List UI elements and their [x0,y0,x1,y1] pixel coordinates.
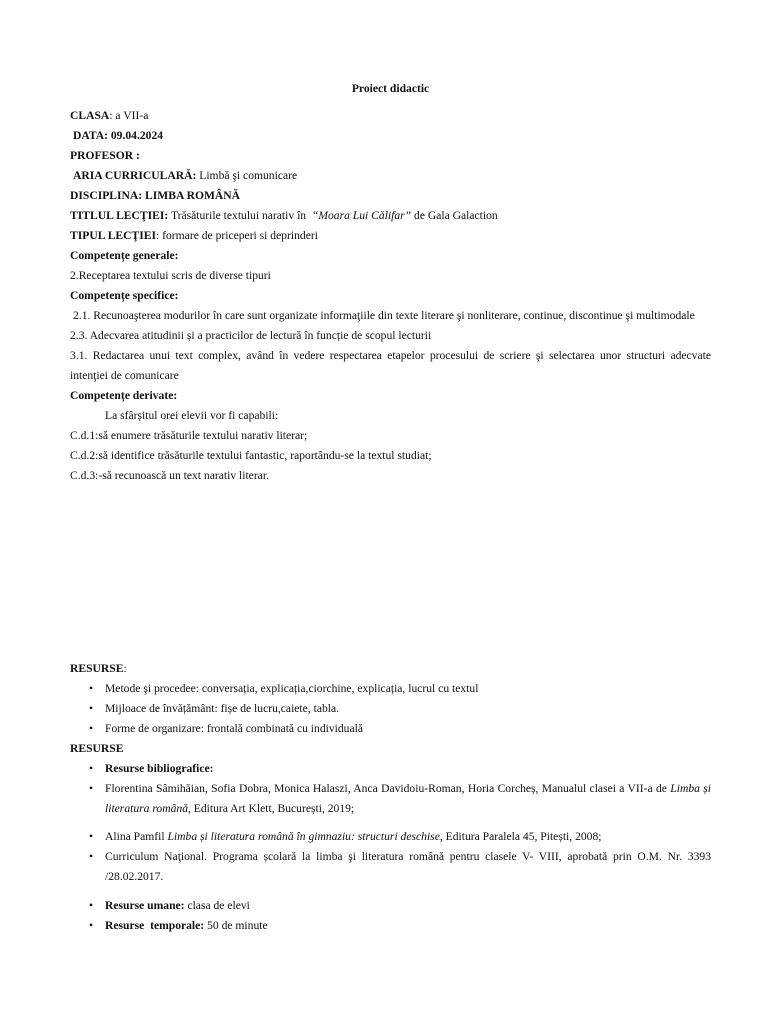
bibliography-item [70,847,711,887]
titlul-lectiei-author: de Gala Galaction [411,209,498,222]
resurse-heading-2: RESURSE [70,742,124,755]
bibliography-text: , Editura Paralela 45, Pitești, 2008; [439,830,602,843]
bibliography-item [70,827,711,847]
titlul-lectiei-line [70,206,711,226]
list-item [70,916,711,936]
resurse-bibliografice-label: Resurse bibliografice: [105,762,214,775]
resources-method-list [70,679,711,739]
competenta-specifica-item: 2.3. Adecvarea atitudinii și a practicilor de lectură în funcție de scopul lecturii [70,329,432,342]
tipul-lectiei-label: TIPUL LECŢIEI [70,229,157,242]
list-item [70,679,711,699]
bullet-icon: • [89,782,94,795]
bibliography-item [70,779,711,819]
bullet-icon: • [89,722,94,735]
bullet-icon: • [89,919,94,932]
bullet-icon: • [89,702,94,715]
competenta-specifica-line-1: 3.1. Redactarea unui text complex, având în vedere respectarea etapelor procesului de scriere şi selectarea unor structuri adecvate [70,349,711,362]
bullet-icon: • [89,899,94,912]
bibliography-book-title: literatura română [105,802,188,815]
competente-generale-heading: Competențe generale: [70,249,179,262]
titlul-lectiei-work: “Moara Lui Călifar” [311,209,412,222]
resurse-temporale-value: 50 de minute [204,919,268,932]
list-item-text: Forme de organizare: frontală combinată cu individuală [105,722,363,735]
disciplina-line: DISCIPLINA: LIMBA ROMÂNĂ [70,189,241,202]
bibliography-book-title: Limba și [670,782,711,795]
list-item-text: Mijloace de învățământ: fișe de lucru,caiete, tabla. [105,702,340,715]
document-title: Proiect didactic [351,82,430,95]
resources-section [70,659,711,936]
bibliography-text: Florentina Sâmihăian, Sofia Dobra, Monica Halaszi, Anca Davidoiu-Roman, Horia Corcheș, Manualul clasei a VII-a de [105,782,671,795]
aria-curriculara-line [70,166,711,186]
bibliography-line-1 [105,779,711,799]
bibliography-book-title: Limba și literatura română în gimnaziu: structuri deschise [167,830,440,843]
competenta-specifica-line-2: intenţiei de comunicare [70,369,179,382]
data-line: DATA: 09.04.2024 [73,129,164,142]
competente-derivate-intro: La sfârșitul orei elevii vor fi capabili: [105,409,279,422]
bullet-icon: • [89,682,94,695]
clasa-line [70,106,711,126]
list-item [70,699,711,719]
list-item-text: Metode şi procedee: conversația, explicația,ciorchine, explicația, lucrul cu textul [105,682,479,695]
competente-specifice-heading: Competențe specifice: [70,289,179,302]
aria-curriculara-label: ARIA CURRICULARĂ: [73,169,197,182]
competenta-generala-item: 2.Receptarea textului scris de diverse tipuri [70,269,271,282]
resurse-heading-1 [70,659,711,679]
resurse-umane-label: Resurse umane: [105,899,185,912]
competenta-derivata-item: C.d.1:să enumere trăsăturile textului narativ literar; [70,429,308,442]
tipul-lectiei-line [70,226,711,246]
bibliography-author: Alina Pamfil [105,830,168,843]
resources-detail-list [70,759,711,936]
clasa-value: : a VII-a [109,109,149,122]
bibliography-line-2: /28.02.2017. [105,870,164,883]
competenta-specifica-item [70,346,711,386]
bullet-icon: • [89,830,94,843]
list-item [70,719,711,739]
competenta-derivata-item: C.d.2:să identifice trăsăturile textului fantastic, raportându-se la textul studiat; [70,449,432,462]
bibliography-text: , Editura Art Klett, București, 2019; [188,802,355,815]
bullet-icon: • [89,850,94,863]
titlul-lectiei-value: Trăsăturile textului narativ în [168,209,312,222]
aria-curriculara-value: Limbă şi comunicare [196,169,298,182]
clasa-label: CLASA [70,109,110,122]
titlul-lectiei-label: TITLUL LECŢIEI: [70,209,169,222]
resurse-heading-1-label: RESURSE [70,662,124,675]
list-item [70,896,711,916]
competenta-specifica-item: 2.1. Recunoaşterea modurilor în care sunt organizate informaţiile din texte literare şi nonliterare, continue, discontinue şi multimodale [73,309,695,322]
competente-derivate-heading: Competențe derivate: [70,389,178,402]
bibliography-line-2 [105,799,711,819]
bullet-icon: • [89,762,94,775]
resurse-heading-1-suffix: : [123,662,127,675]
lesson-header-section [70,106,711,486]
profesor-line: PROFESOR : [70,149,140,162]
tipul-lectiei-value: : formare de priceperi si deprinderi [156,229,318,242]
competenta-derivata-item: C.d.3:-să recunoască un text narativ literar. [70,469,269,482]
resurse-temporale-label: Resurse temporale: [105,919,205,932]
resurse-umane-value: clasa de elevi [184,899,250,912]
bibliography-line-1: Curriculum Naţional. Programa școlară la limba şi literatura română pentru clasele V- VIII, aprobată prin O.M. Nr. 3393 [105,850,711,863]
list-item [70,759,711,779]
